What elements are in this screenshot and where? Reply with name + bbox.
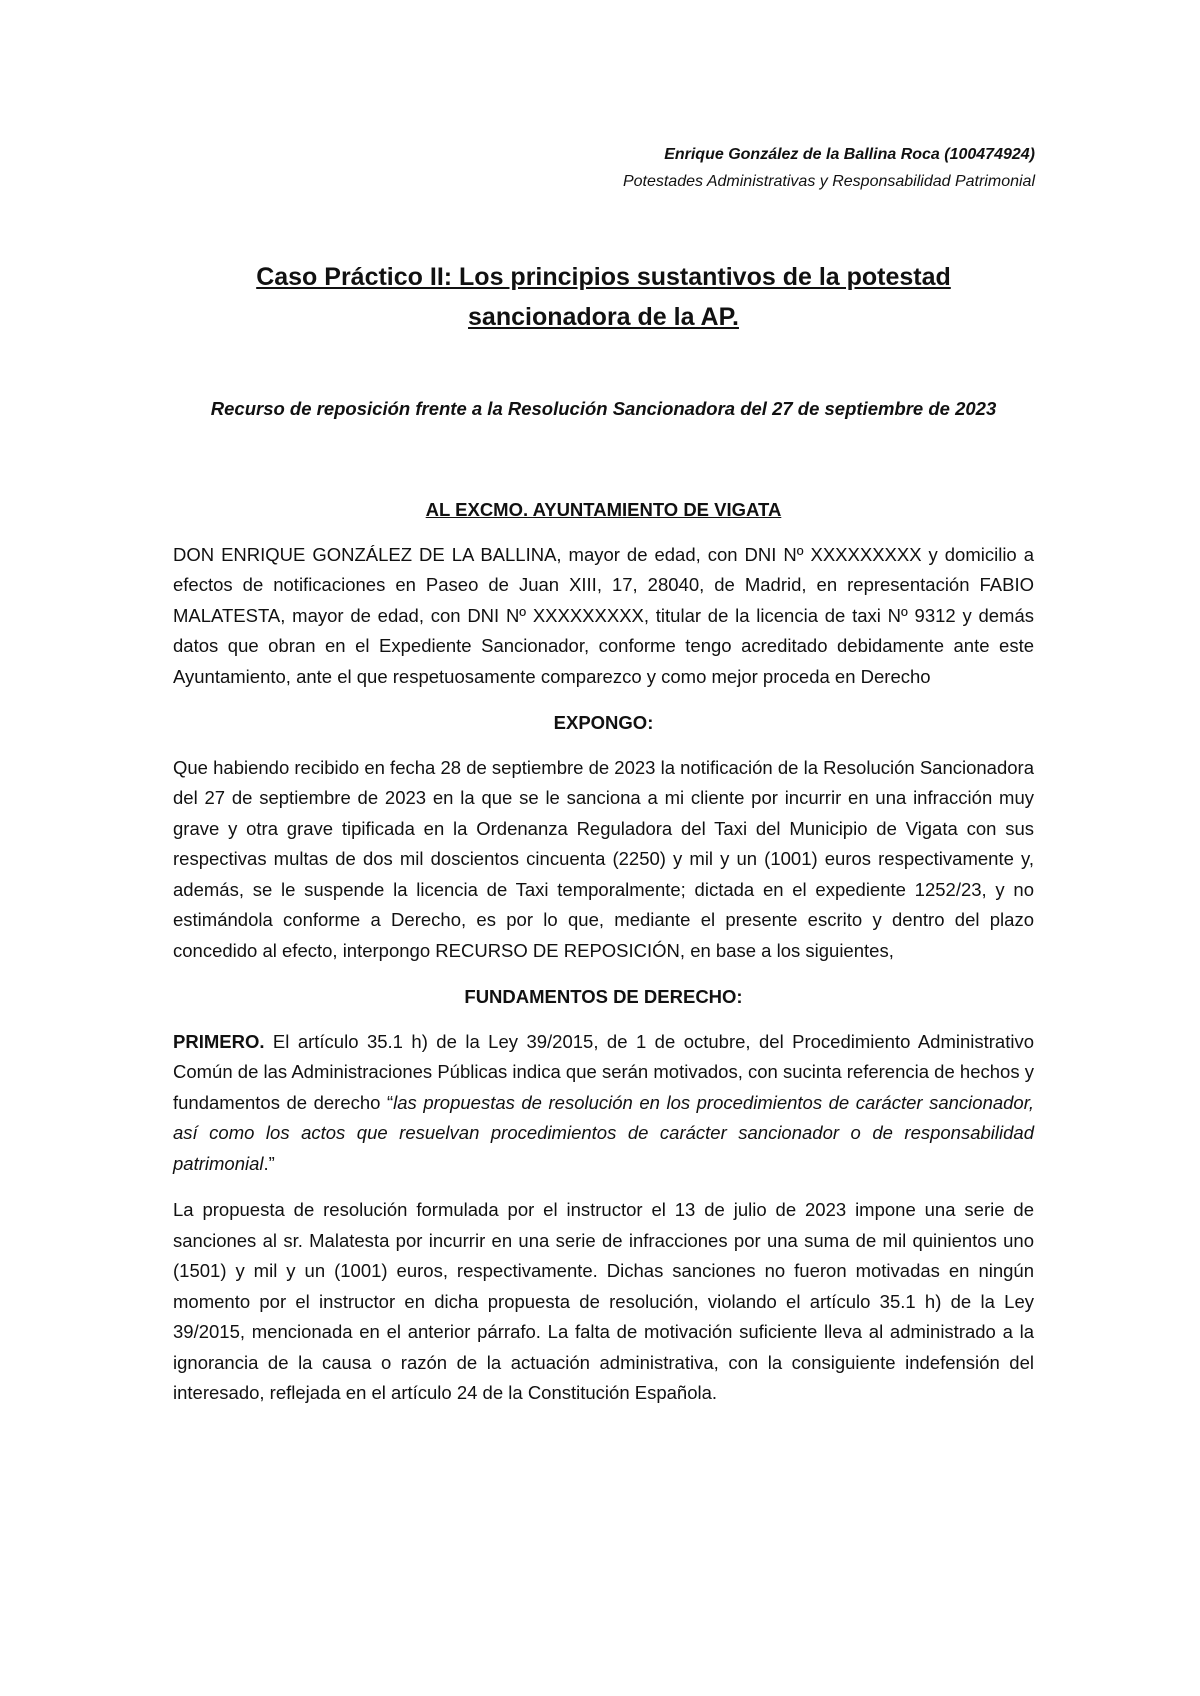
primero-label: PRIMERO. <box>173 1030 265 1052</box>
document-title <box>173 257 1034 337</box>
document-header <box>623 141 1035 195</box>
expongo-heading: EXPONGO: <box>553 712 654 733</box>
primero-text-start: El artículo 35.1 h) de la Ley 39/2015, de 1 de octubre, del Procedimiento Administrativo Común de las Administraciones Públicas indica que serán motivados, con sucinta referencia de hechos y fundamentos de derecho “ <box>173 1030 1034 1113</box>
addressee-heading: AL EXCMO. AYUNTAMIENTO DE VIGATA <box>425 499 782 520</box>
closing-paragraph: La propuesta de resolución formulada por el instructor el 13 de julio de 2023 impone una serie de sanciones al sr. Malatesta por incurrir en una serie de infracciones por una suma de mil quinientos uno (1501) y mil y un (1001) euros, respectivamente. Dichas sanciones no fueron motivadas en ningún momento por el instructor en dicha propuesta de resolución, violando el artículo 35.1 h) de la Ley 39/2015, mencionada en el anterior párrafo. La falta de motivación suficiente lleva al administrado a la ignorancia de la causa o razón de la actuación administrativa, con la consiguiente indefensión del interesado, reflejada en el artículo 24 de la Constitución Española. <box>173 1199 1034 1403</box>
document-body <box>173 495 1034 1425</box>
fundamentos-heading: FUNDAMENTOS DE DERECHO: <box>464 986 743 1007</box>
expongo-paragraph: Que habiendo recibido en fecha 28 de septiembre de 2023 la notificación de la Resolución Sancionadora del 27 de septiembre de 2023 en la que se le sanciona a mi cliente por incurrir en una infracción muy grave y otra grave tipificada en la Ordenanza Reguladora del Taxi del Municipio de Vigata con sus respectivas multas de dos mil doscientos cincuenta (2250) y mil y un (1001) euros respectivamente y, además, se le suspende la licencia de Taxi temporalmente; dictada en el expediente 1252/23, y no estimándola conforme a Derecho, es por lo que, mediante el presente escrito y dentro del plazo concedido al efecto, interpongo RECURSO DE REPOSICIÓN, en base a los siguientes, <box>173 756 1034 961</box>
course-line: Potestades Administrativas y Responsabilidad Patrimonial <box>622 173 1035 190</box>
title-line-1: Caso Práctico II: Los principios sustantivos de la potestad <box>256 263 951 291</box>
primero-quote: las propuestas de resolución en los procedimientos de carácter sancionador, así como los actos que resuelvan procedimientos de carácter sancionador o de responsabilidad patrimonial <box>173 1091 1035 1174</box>
title-line-2: sancionadora de la AP. <box>468 303 739 331</box>
author-line: Enrique González de la Ballina Roca (100474924) <box>664 146 1035 163</box>
primero-text-end: .” <box>263 1152 275 1174</box>
document-subtitle: Recurso de reposición frente a la Resolución Sancionadora del 27 de septiembre de 2023 <box>210 398 997 419</box>
intro-paragraph: DON ENRIQUE GONZÁLEZ DE LA BALLINA, mayor de edad, con DNI Nº XXXXXXXXX y domicilio a efectos de notificaciones en Paseo de Juan XIII, 17, 28040, de Madrid, en representación FABIO MALATESTA, mayor de edad, con DNI Nº XXXXXXXXX, titular de la licencia de taxi Nº 9312 y demás datos que obran en el Expediente Sancionador, conforme tengo acreditado debidamente ante este Ayuntamiento, ante el que respetuosamente comparezco y como mejor proceda en Derecho <box>173 543 1034 687</box>
primero-paragraph <box>173 1027 1034 1180</box>
